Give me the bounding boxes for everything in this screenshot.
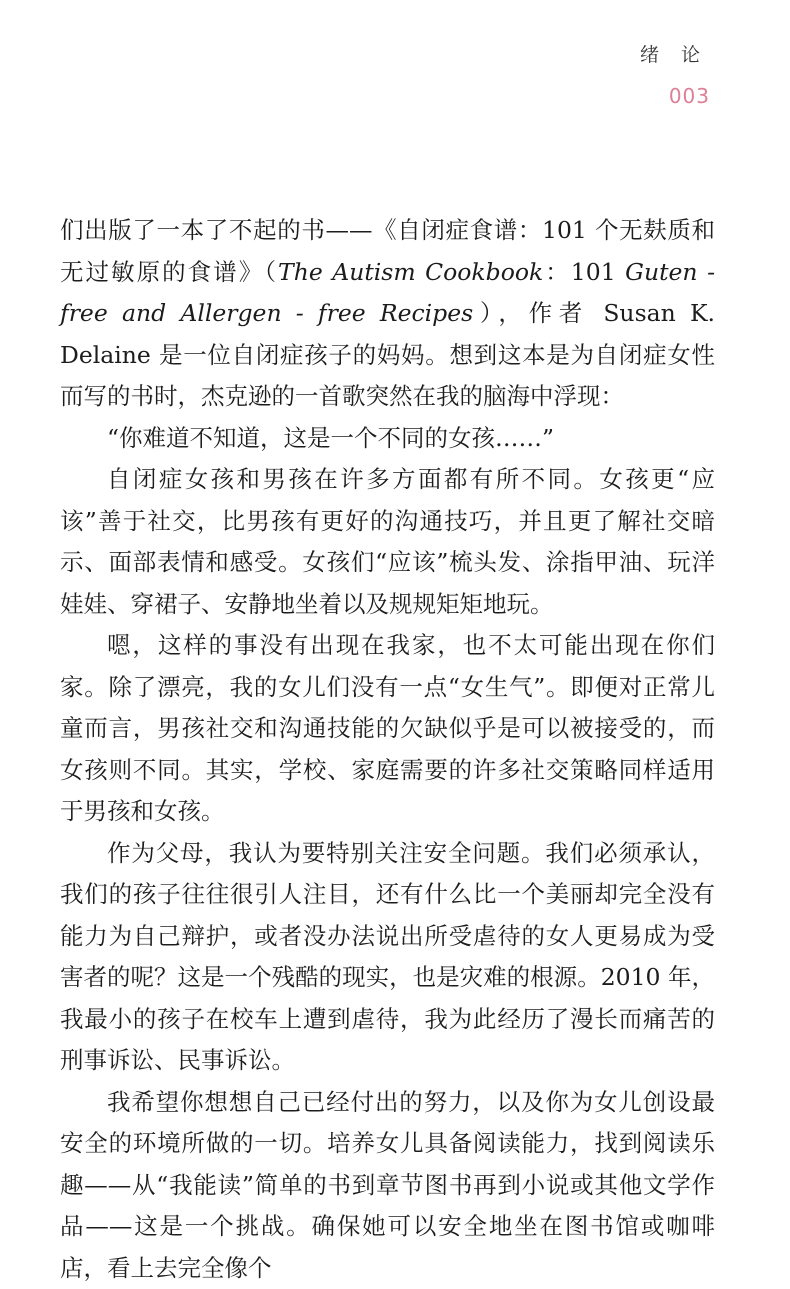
paragraph-text: ：101	[543, 258, 625, 286]
book-subtitle-english: Guten - free and Allergen - free Recipes	[60, 258, 715, 328]
paragraph-text: 们出版了一本了不起的书——《自闭症食谱：101 个无麸质和无过敏原的食谱》（	[60, 216, 715, 286]
paragraph: 作为父母，我认为要特别关注安全问题。我们必须承认，我们的孩子往往很引人注目，还有什么比一个美丽却完全没有能力为自己辩护，或者没办法说出所受虐待的女人更易成为受害者的呢？这是一个残酷的现实，也是灾难的根源。2010 年，我最小的孩子在校车上遭到虐待，我为此经历了漫长而痛苦的刑事诉讼、民事诉讼。	[60, 833, 715, 1082]
paragraph-quote: “你难道不知道，这是一个不同的女孩……”	[60, 418, 715, 460]
header-chapter-title: 绪 论	[640, 40, 708, 67]
paragraph: 嗯，这样的事没有出现在我家，也不太可能出现在你们家。除了漂亮，我的女儿们没有一点“女生气”。即便对正常儿童而言，男孩社交和沟通技能的欠缺似乎是可以被接受的，而女孩则不同。其实，学校、家庭需要的许多社交策略同样适用于男孩和女孩。	[60, 625, 715, 833]
paragraph: 我希望你想想自己已经付出的努力，以及你为女儿创设最安全的环境所做的一切。培养女儿具备阅读能力，找到阅读乐趣——从“我能读”简单的书到章节图书再到小说或其他文学作品——这是一个挑战。确保她可以安全地坐在图书馆或咖啡店，看上去完全像个	[60, 1082, 715, 1289]
paragraph: 自闭症女孩和男孩在许多方面都有所不同。女孩更“应该”善于社交，比男孩有更好的沟通技巧，并且更了解社交暗示、面部表情和感受。女孩们“应该”梳头发、涂指甲油、玩洋娃娃、穿裙子、安静地坐着以及规规矩矩地玩。	[60, 459, 715, 625]
paragraph-text: ），作者 Susan K. Delaine 是一位自闭症孩子的妈妈。想到这本是为自闭症女性而写的书时，杰克逊的一首歌突然在我的脑海中浮现：	[60, 299, 715, 410]
book-title-english: The Autism Cookbook	[278, 258, 543, 286]
page-number: 003	[669, 84, 710, 108]
body-text	[60, 210, 715, 1289]
paragraph-continued	[60, 210, 715, 418]
